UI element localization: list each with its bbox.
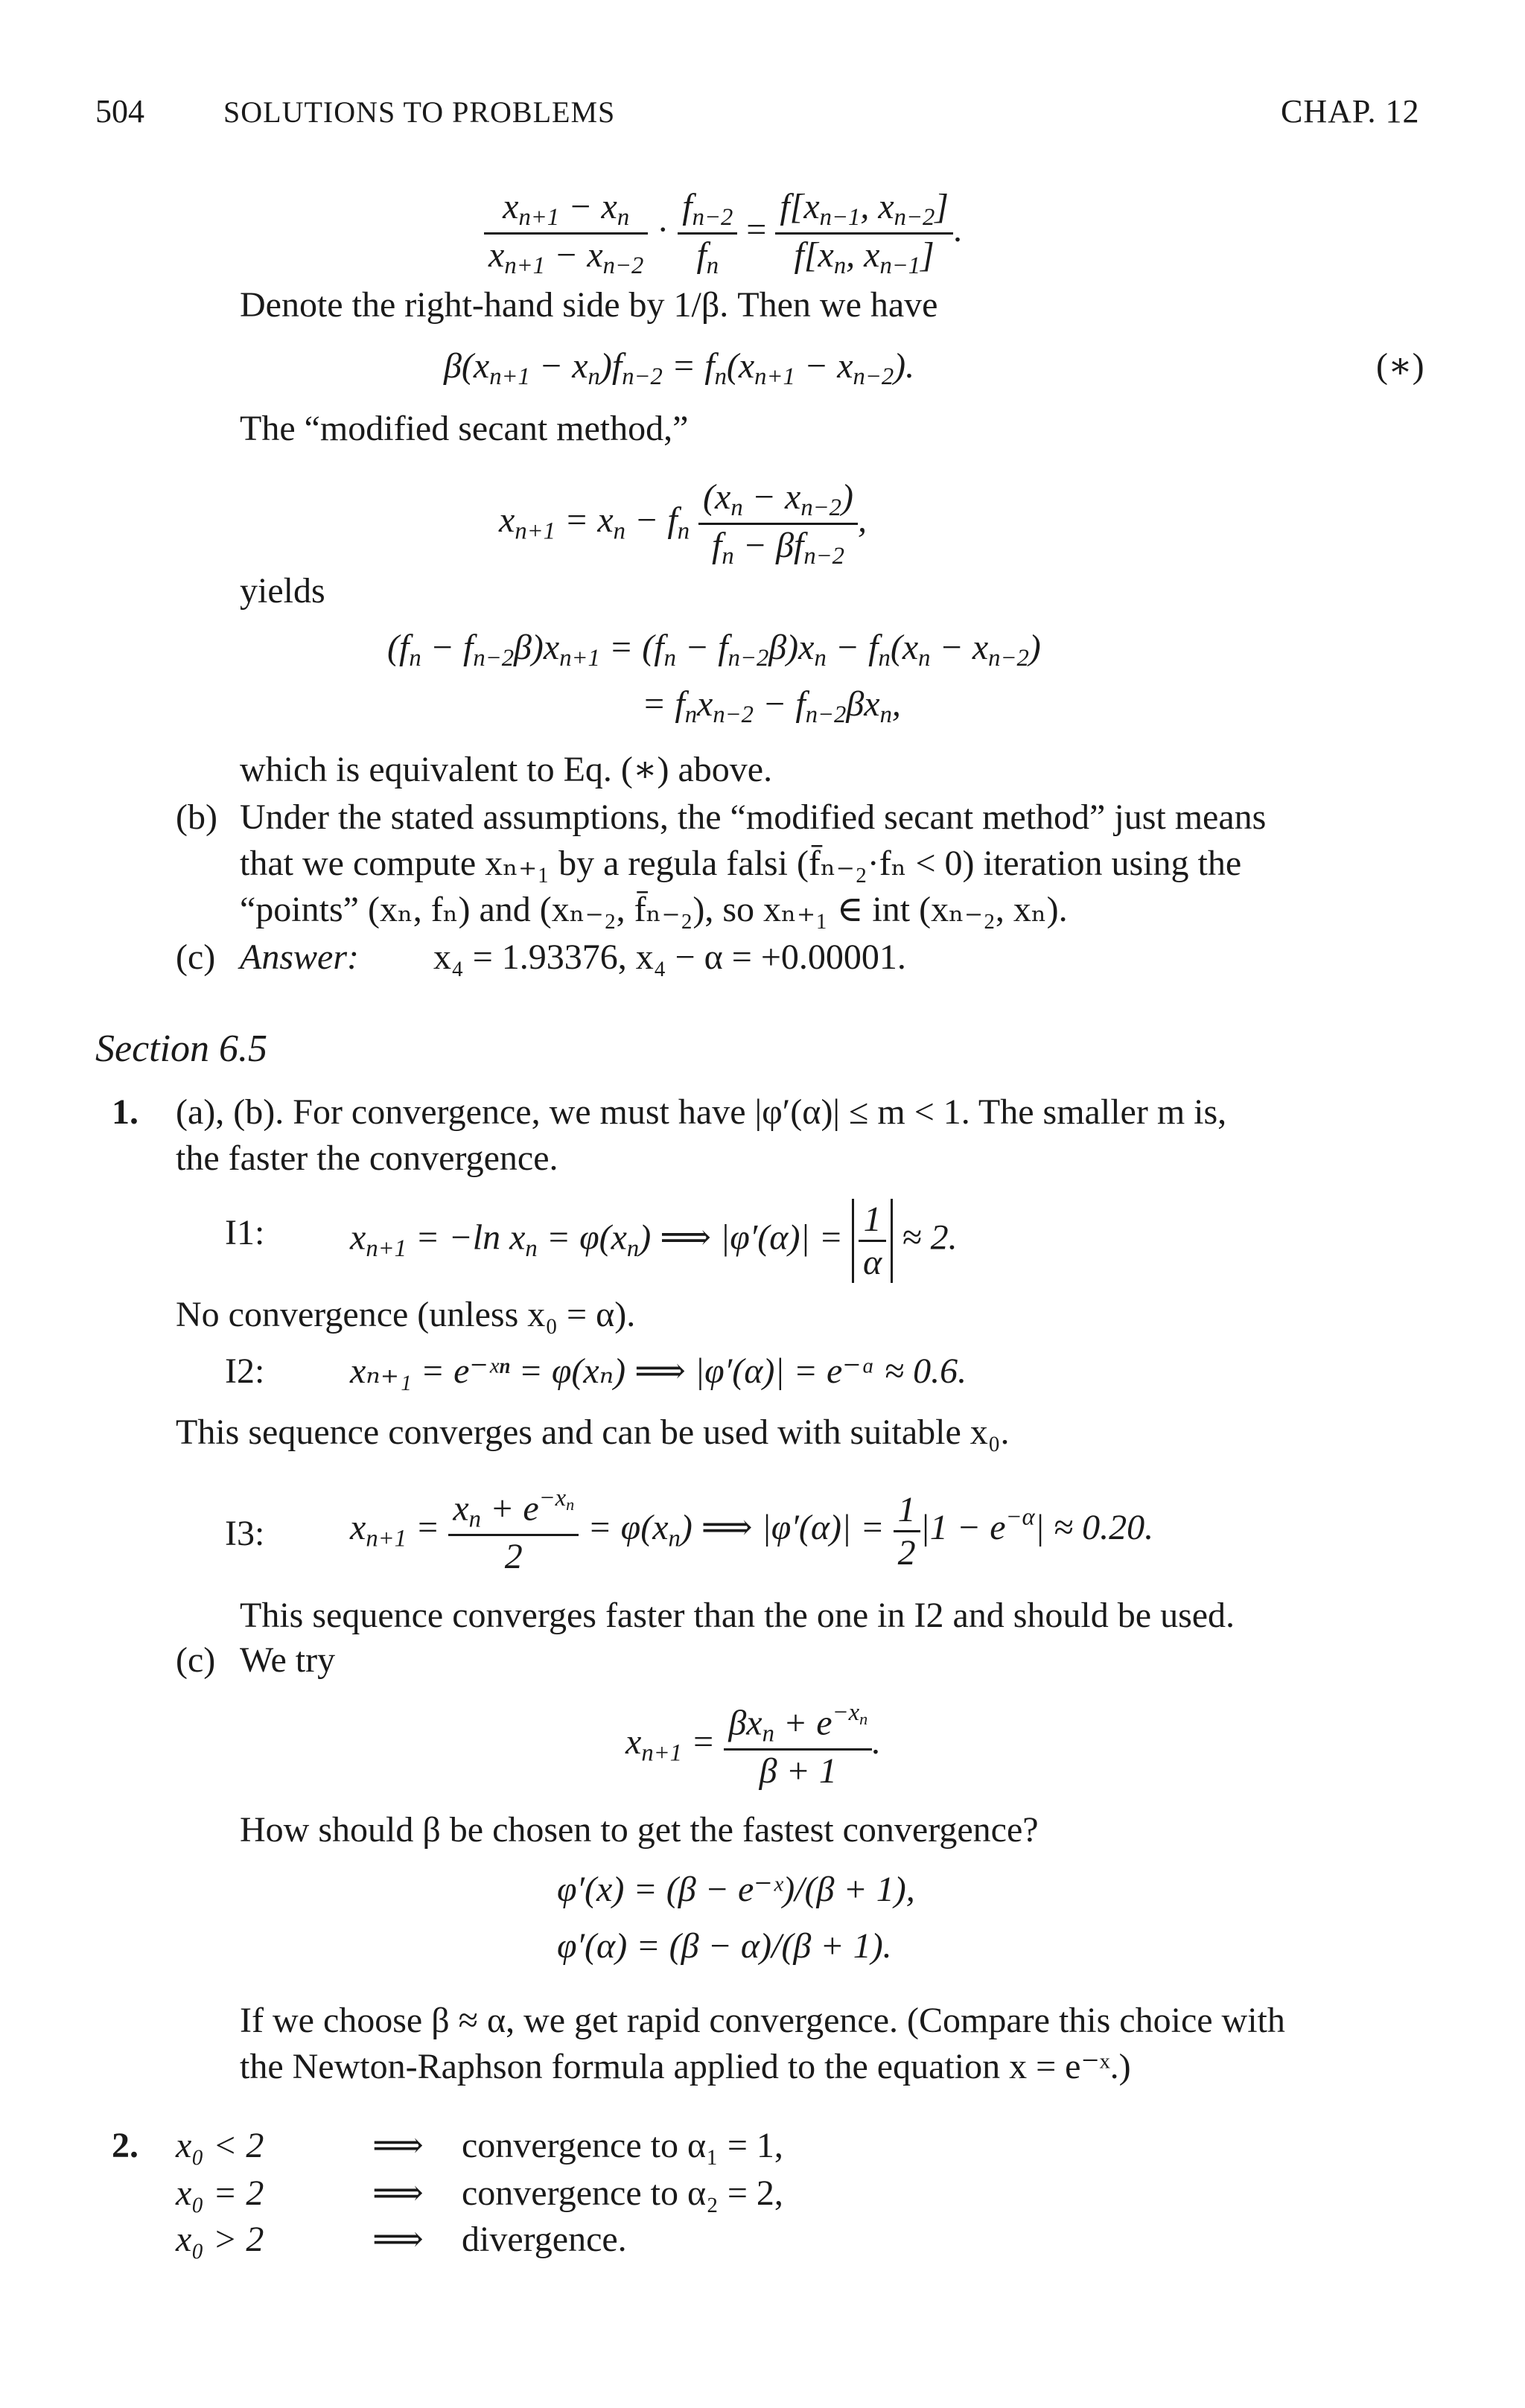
equation-star: $\beta(x_{n+1} - x_n)f_{n-2} = f_n(x_{n+1} - x_{n-2})$.	[444, 346, 915, 391]
denote-text: Denote the right-hand side by 1/β. Then we have	[240, 285, 938, 325]
part-b-line3: “points” (xₙ, fₙ) and (xₙ₋₂, f̄ₙ₋₂), so xₙ₊₁ ∈ int (xₙ₋₂, xₙ).	[240, 890, 1068, 929]
equation-star-label: (∗)	[1376, 346, 1424, 386]
problem-2-arrow-1: ⟹	[372, 2126, 424, 2165]
part-b-label: (b)	[176, 797, 217, 837]
phi-prime-x: φ′(x) = (β − e⁻ˣ)/(β + 1),	[557, 1870, 915, 1909]
yields-text: yields	[240, 571, 325, 611]
i3-equation: $x_{n+1}$ = $\frac{x_n + e^{-x_n}}{2}$ = $\varphi(x_n)$ ⟹ |φ′(α)| = $\frac{1}{2}$ $|1 - e^{-\alpha}| \approx 0.20$.	[350, 1485, 1154, 1577]
problem-2-arrow-3: ⟹	[372, 2220, 424, 2259]
problem-1-line2: the faster the convergence.	[176, 1138, 558, 1178]
no-convergence-text: No convergence (unless x₀ = α).	[176, 1295, 636, 1334]
problem-1-number: 1.	[112, 1092, 139, 1132]
phi-prime-alpha: φ′(α) = (β − α)/(β + 1).	[557, 1926, 892, 1966]
part-c-answer-label: Answer:	[240, 937, 359, 977]
choose-line1: If we choose β ≈ α, we get rapid convergence. (Compare this choice with	[240, 2001, 1285, 2040]
problem-2-cond-2: x₀ = 2	[176, 2173, 264, 2213]
problem-2-result-1: convergence to α₁ = 1,	[462, 2126, 783, 2165]
part-c-label: (c)	[176, 937, 216, 977]
faster-text: This sequence converges faster than the one in I2 and should be used.	[240, 1596, 1235, 1635]
i2-label: I2:	[225, 1351, 265, 1391]
we-try-text: We try	[240, 1640, 336, 1680]
problem-2-result-3: divergence.	[462, 2220, 627, 2259]
equation-modified-secant: $x_{n+1} = x_n - f_n$ $\frac{(x_n - x_{n-2})}{f_n - \beta f_{n-2}}$ ,	[499, 477, 867, 570]
equivalent-text: which is equivalent to Eq. (∗) above.	[240, 750, 773, 789]
i3-label: I3:	[225, 1514, 265, 1553]
problem-2-number: 2.	[112, 2126, 139, 2165]
sequence-converges-text: This sequence converges and can be used with suitable x₀.	[176, 1412, 1010, 1452]
equation-ratio: $\frac{x_{n+1} - x_n}{x_{n+1} - x_{n-2}}$ · $\frac{f_{n-2}}{f_n}$ = $\frac{f[x_{n-1}, x_{n-2}]}{f[x_n, x_{n-1}]}$ .	[484, 186, 962, 280]
part-b-line2: that we compute xₙ₊₁ by a regula falsi (f̄ₙ₋₂·fₙ < 0) iteration using the	[240, 844, 1242, 883]
equation-yields-1: $(f_n - f_{n-2}\beta)x_{n+1} = (f_n - f_{n-2}\beta)x_n - f_n(x_n - x_{n-2})$	[387, 628, 1041, 672]
problem-2-result-2: convergence to α₂ = 2,	[462, 2173, 783, 2213]
beta-iteration-equation: $x_{n+1}$ = $\frac{\beta x_n + e^{-x_n}}{\beta + 1}$ .	[625, 1699, 882, 1791]
problem-2-cond-1: x₀ < 2	[176, 2126, 264, 2165]
i2-equation: xₙ₊₁ = e⁻ˣⁿ = φ(xₙ) ⟹ |φ′(α)| = e⁻ᵅ ≈ 0.6.	[350, 1351, 967, 1391]
choose-line2: the Newton-Raphson formula applied to the equation x = e⁻ˣ.)	[240, 2047, 1131, 2086]
section-title: Section 6.5	[95, 1028, 268, 1070]
equation-yields-2: = $f_nx_{n-2} - f_{n-2}\beta x_n$,	[642, 684, 901, 729]
running-title: SOLUTIONS TO PROBLEMS	[223, 95, 616, 129]
problem-2-arrow-2: ⟹	[372, 2173, 424, 2213]
problem-2-cond-3: x₀ > 2	[176, 2220, 264, 2259]
modified-intro: The “modified secant method,”	[240, 409, 689, 448]
i1-label: I1:	[225, 1213, 265, 1252]
i1-equation: $x_{n+1} = -\ln$ $x_n = \varphi(x_n)$ ⟹ |φ′(α)| = $\frac{1}{\alpha}$ ≈ 2.	[350, 1200, 958, 1283]
page-number: 504	[95, 93, 144, 130]
chapter-label: CHAP. 12	[1281, 93, 1420, 130]
problem-1-line1: (a), (b). For convergence, we must have |φ′(α)| ≤ m < 1. The smaller m is,	[176, 1092, 1227, 1132]
part-c-answer-value: x₄ = 1.93376, x₄ − α = +0.00001.	[433, 937, 906, 977]
part-b-line1: Under the stated assumptions, the “modified secant method” just means	[240, 797, 1267, 837]
beta-question: How should β be chosen to get the fastest convergence?	[240, 1810, 1039, 1850]
part-1c-label: (c)	[176, 1640, 216, 1680]
